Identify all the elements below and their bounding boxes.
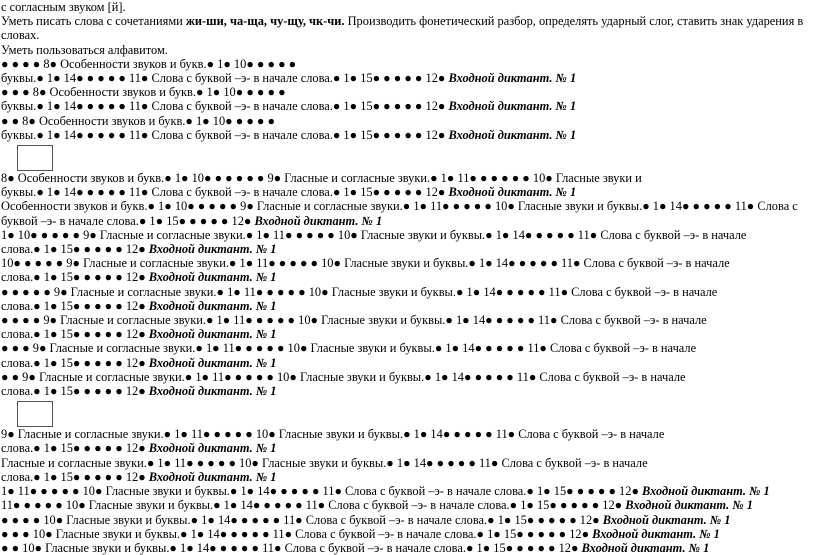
dictation-title: Входной диктант. № 1 <box>592 526 720 541</box>
empty-frame <box>17 401 53 427</box>
text-line <box>1 85 816 99</box>
text-line <box>1 228 816 242</box>
text-line <box>1 99 816 113</box>
intro-prefix: Уметь писать слова с сочетаниями <box>1 14 186 29</box>
text-line: с согласным звуком [й]. <box>1 0 126 14</box>
dictation-title: Входной диктант. № 1 <box>148 441 277 456</box>
intro-bold-combinations: жи-ши, ча-ща, чу-щу, чк-чи. <box>185 14 345 29</box>
line-text: ● ● ● ● 9● Гласные и согласные звуки.● 1● 11● ● ● ● ● 10● Гласные звуки и буквы.● 1● 14● ● ● ● ● 11● Слова с буквой –э- в начале <box>1 313 707 328</box>
dictation-title: Входной диктант. № 1 <box>254 213 383 228</box>
text-line <box>1 313 816 327</box>
text-line <box>1 171 816 185</box>
text-line <box>1 427 816 441</box>
text-line <box>1 128 816 142</box>
text-line <box>1 356 816 370</box>
text-line <box>1 114 816 128</box>
empty-frame <box>17 145 53 171</box>
text-line <box>1 384 816 398</box>
text-line <box>1 242 816 256</box>
line-text: 8● Особенности звуков и букв.● 1● 10● ● ● ● ● ● 9● Гласные и согласные звуки.● 1● 11● ● ● ● ● ● 10● Гласные звуки и <box>1 171 642 186</box>
text-line <box>1 256 816 270</box>
line-text: ● ● ● ● ● 9● Гласные и согласные звуки.● 1● 11● ● ● ● ● 10● Гласные звуки и буквы.● 1● 14● ● ● ● ● 11● Слова с буквой –э- в начале <box>1 284 718 299</box>
dictation-title: Входной диктант. № 1 <box>148 384 277 399</box>
text-line <box>1 214 816 228</box>
line-text: буквы.● 1● 14● ● ● ● ● 11● Слова с буквой –э- в начале слова.● 1● 15● ● ● ● ● 12● <box>1 71 449 86</box>
dictation-title: Входной диктант. № 1 <box>625 498 753 513</box>
dictation-title: Входной диктант. № 1 <box>148 355 277 370</box>
text-line <box>1 527 816 541</box>
text-block-3 <box>1 427 816 555</box>
text-line <box>1 327 816 341</box>
line-text: ● ● ● 10● Гласные звуки и буквы.● 1● 14● ● ● ● ● 11● Слова с буквой –э- в начале слова.● 1● 15● ● ● ● ● 12● <box>1 526 593 541</box>
text-block-2 <box>1 171 816 398</box>
text-line <box>1 513 816 527</box>
line-text: слова.● 1● 15● ● ● ● ● 12● <box>1 355 149 370</box>
dictation-title: Входной диктант. № 1 <box>448 127 577 142</box>
text-line <box>1 57 816 71</box>
line-text: слова.● 1● 15● ● ● ● ● 12● <box>1 270 149 285</box>
line-text: ● ● ● ● 10● Гласные звуки и буквы.● 1● 14● ● ● ● ● 11● Слова с буквой –э- в начале слова.● 1● 15● ● ● ● ● 12● <box>1 512 603 527</box>
line-text: слова.● 1● 15● ● ● ● ● 12● <box>1 441 149 456</box>
text-block-1 <box>1 57 816 142</box>
dictation-title: Входной диктант. № 1 <box>448 185 577 200</box>
text-line <box>1 71 816 85</box>
line-text: буквой –э- в начале слова.● 1● 15● ● ● ● ● 12● <box>1 213 255 228</box>
line-text: 10● ● ● ● ● 9● Гласные и согласные звуки.● 1● 11● ● ● ● ● 10● Гласные звуки и буквы.● 1● 14● ● ● ● ● 11● Слова с буквой –э- в начале <box>1 256 730 271</box>
text-line <box>1 270 816 284</box>
dictation-title: Входной диктант. № 1 <box>448 71 577 86</box>
text-line <box>1 498 816 512</box>
text-line <box>1 370 816 384</box>
dictation-title: Входной диктант. № 1 <box>148 469 277 484</box>
line-text: слова.● 1● 15● ● ● ● ● 12● <box>1 384 149 399</box>
line-text: буквы.● 1● 14● ● ● ● ● 11● Слова с буквой –э- в начале слова.● 1● 15● ● ● ● ● 12● <box>1 185 449 200</box>
text-line <box>1 285 816 299</box>
line-text: Особенности звуков и букв.● 1● 10● ● ● ● ● 9● Гласные и согласные звуки.● 1● 11● ● ● ● ● 10● Гласные звуки и буквы.● 1● 14● ● ● ● ● 11● Слова с <box>1 199 798 214</box>
text-line <box>1 456 816 470</box>
dictation-title: Входной диктант. № 1 <box>642 484 770 499</box>
text-line <box>1 341 816 355</box>
line-text: ● ● 10● Гласные звуки и буквы.● 1● 14● ● ● ● ● 11● Слова с буквой –э- в начале слова.● 1● 15● ● ● ● ● 12● <box>1 540 582 555</box>
text-line <box>1 185 816 199</box>
text-line <box>1 441 816 455</box>
line-text: ● ● ● 8● Особенности звуков и букв.● 1● 10● ● ● ● ● <box>1 85 286 100</box>
intro-paragraph <box>1 14 816 42</box>
line-text: слова.● 1● 15● ● ● ● ● 12● <box>1 242 149 257</box>
line-text: слова.● 1● 15● ● ● ● ● 12● <box>1 327 149 342</box>
text-line <box>1 484 816 498</box>
line-text: 9● Гласные и согласные звуки.● 1● 11● ● ● ● ● 10● Гласные звуки и буквы.● 1● 14● ● ● ● ● 11● Слова с буквой –э- в начале <box>1 427 665 442</box>
text-line <box>1 299 816 313</box>
text-line <box>1 541 816 555</box>
intro-suffix: Производить фонетический разбор, определять ударный слог, ставить знак ударения в словах. <box>1 14 804 43</box>
line-text: буквы.● 1● 14● ● ● ● ● 11● Слова с буквой –э- в начале слова.● 1● 15● ● ● ● ● 12● <box>1 99 449 114</box>
text-line <box>1 470 816 484</box>
dictation-title: Входной диктант. № 1 <box>148 270 277 285</box>
line-text: 11● ● ● ● ● 10● Гласные звуки и буквы.● 1● 14● ● ● ● ● 11● Слова с буквой –э- в начале слова.● 1● 15● ● ● ● ● 12● <box>1 498 626 513</box>
line-text: 1● 11● ● ● ● ● 10● Гласные звуки и буквы.● 1● 14● ● ● ● ● 11● Слова с буквой –э- в начале слова.● 1● 15● ● ● ● ● 12● <box>1 484 643 499</box>
line-text: слова.● 1● 15● ● ● ● ● 12● <box>1 469 149 484</box>
line-text: буквы.● 1● 14● ● ● ● ● 11● Слова с буквой –э- в начале слова.● 1● 15● ● ● ● ● 12● <box>1 127 449 142</box>
line-text: слова.● 1● 15● ● ● ● ● 12● <box>1 298 149 313</box>
line-text: ● ● 9● Гласные и согласные звуки.● 1● 11● ● ● ● ● 10● Гласные звуки и буквы.● 1● 14● ● ● ● ● 11● Слова с буквой –э- в начале <box>1 369 686 384</box>
line-text: ● ● ● ● 8● Особенности звуков и букв.● 1● 10● ● ● ● ● <box>1 56 297 71</box>
dictation-title: Входной диктант. № 1 <box>448 99 577 114</box>
line-text: 1● 10● ● ● ● ● 9● Гласные и согласные звуки.● 1● 11● ● ● ● ● 10● Гласные звуки и буквы.● 1● 14● ● ● ● ● 11● Слова с буквой –э- в начале <box>1 227 747 242</box>
dictation-title: Входной диктант. № 1 <box>148 298 277 313</box>
dictation-title: Входной диктант. № 1 <box>148 327 277 342</box>
line-text: Гласные и согласные звуки.● 1● 11● ● ● ● ● 10● Гласные звуки и буквы.● 1● 14● ● ● ● ● 11● Слова с буквой –э- в начале <box>1 455 648 470</box>
dictation-title: Входной диктант. № 1 <box>602 512 731 527</box>
dictation-title: Входной диктант. № 1 <box>581 540 710 555</box>
line-text: ● ● ● 9● Гласные и согласные звуки.● 1● 11● ● ● ● ● 10● Гласные звуки и буквы.● 1● 14● ● ● ● ● 11● Слова с буквой –э- в начале <box>1 341 697 356</box>
text-line <box>1 199 816 213</box>
dictation-title: Входной диктант. № 1 <box>148 242 277 257</box>
alphabet-line: Уметь пользоваться алфавитом. <box>1 42 168 57</box>
line-text: ● ● 8● Особенности звуков и букв.● 1● 10● ● ● ● ● <box>1 113 275 128</box>
